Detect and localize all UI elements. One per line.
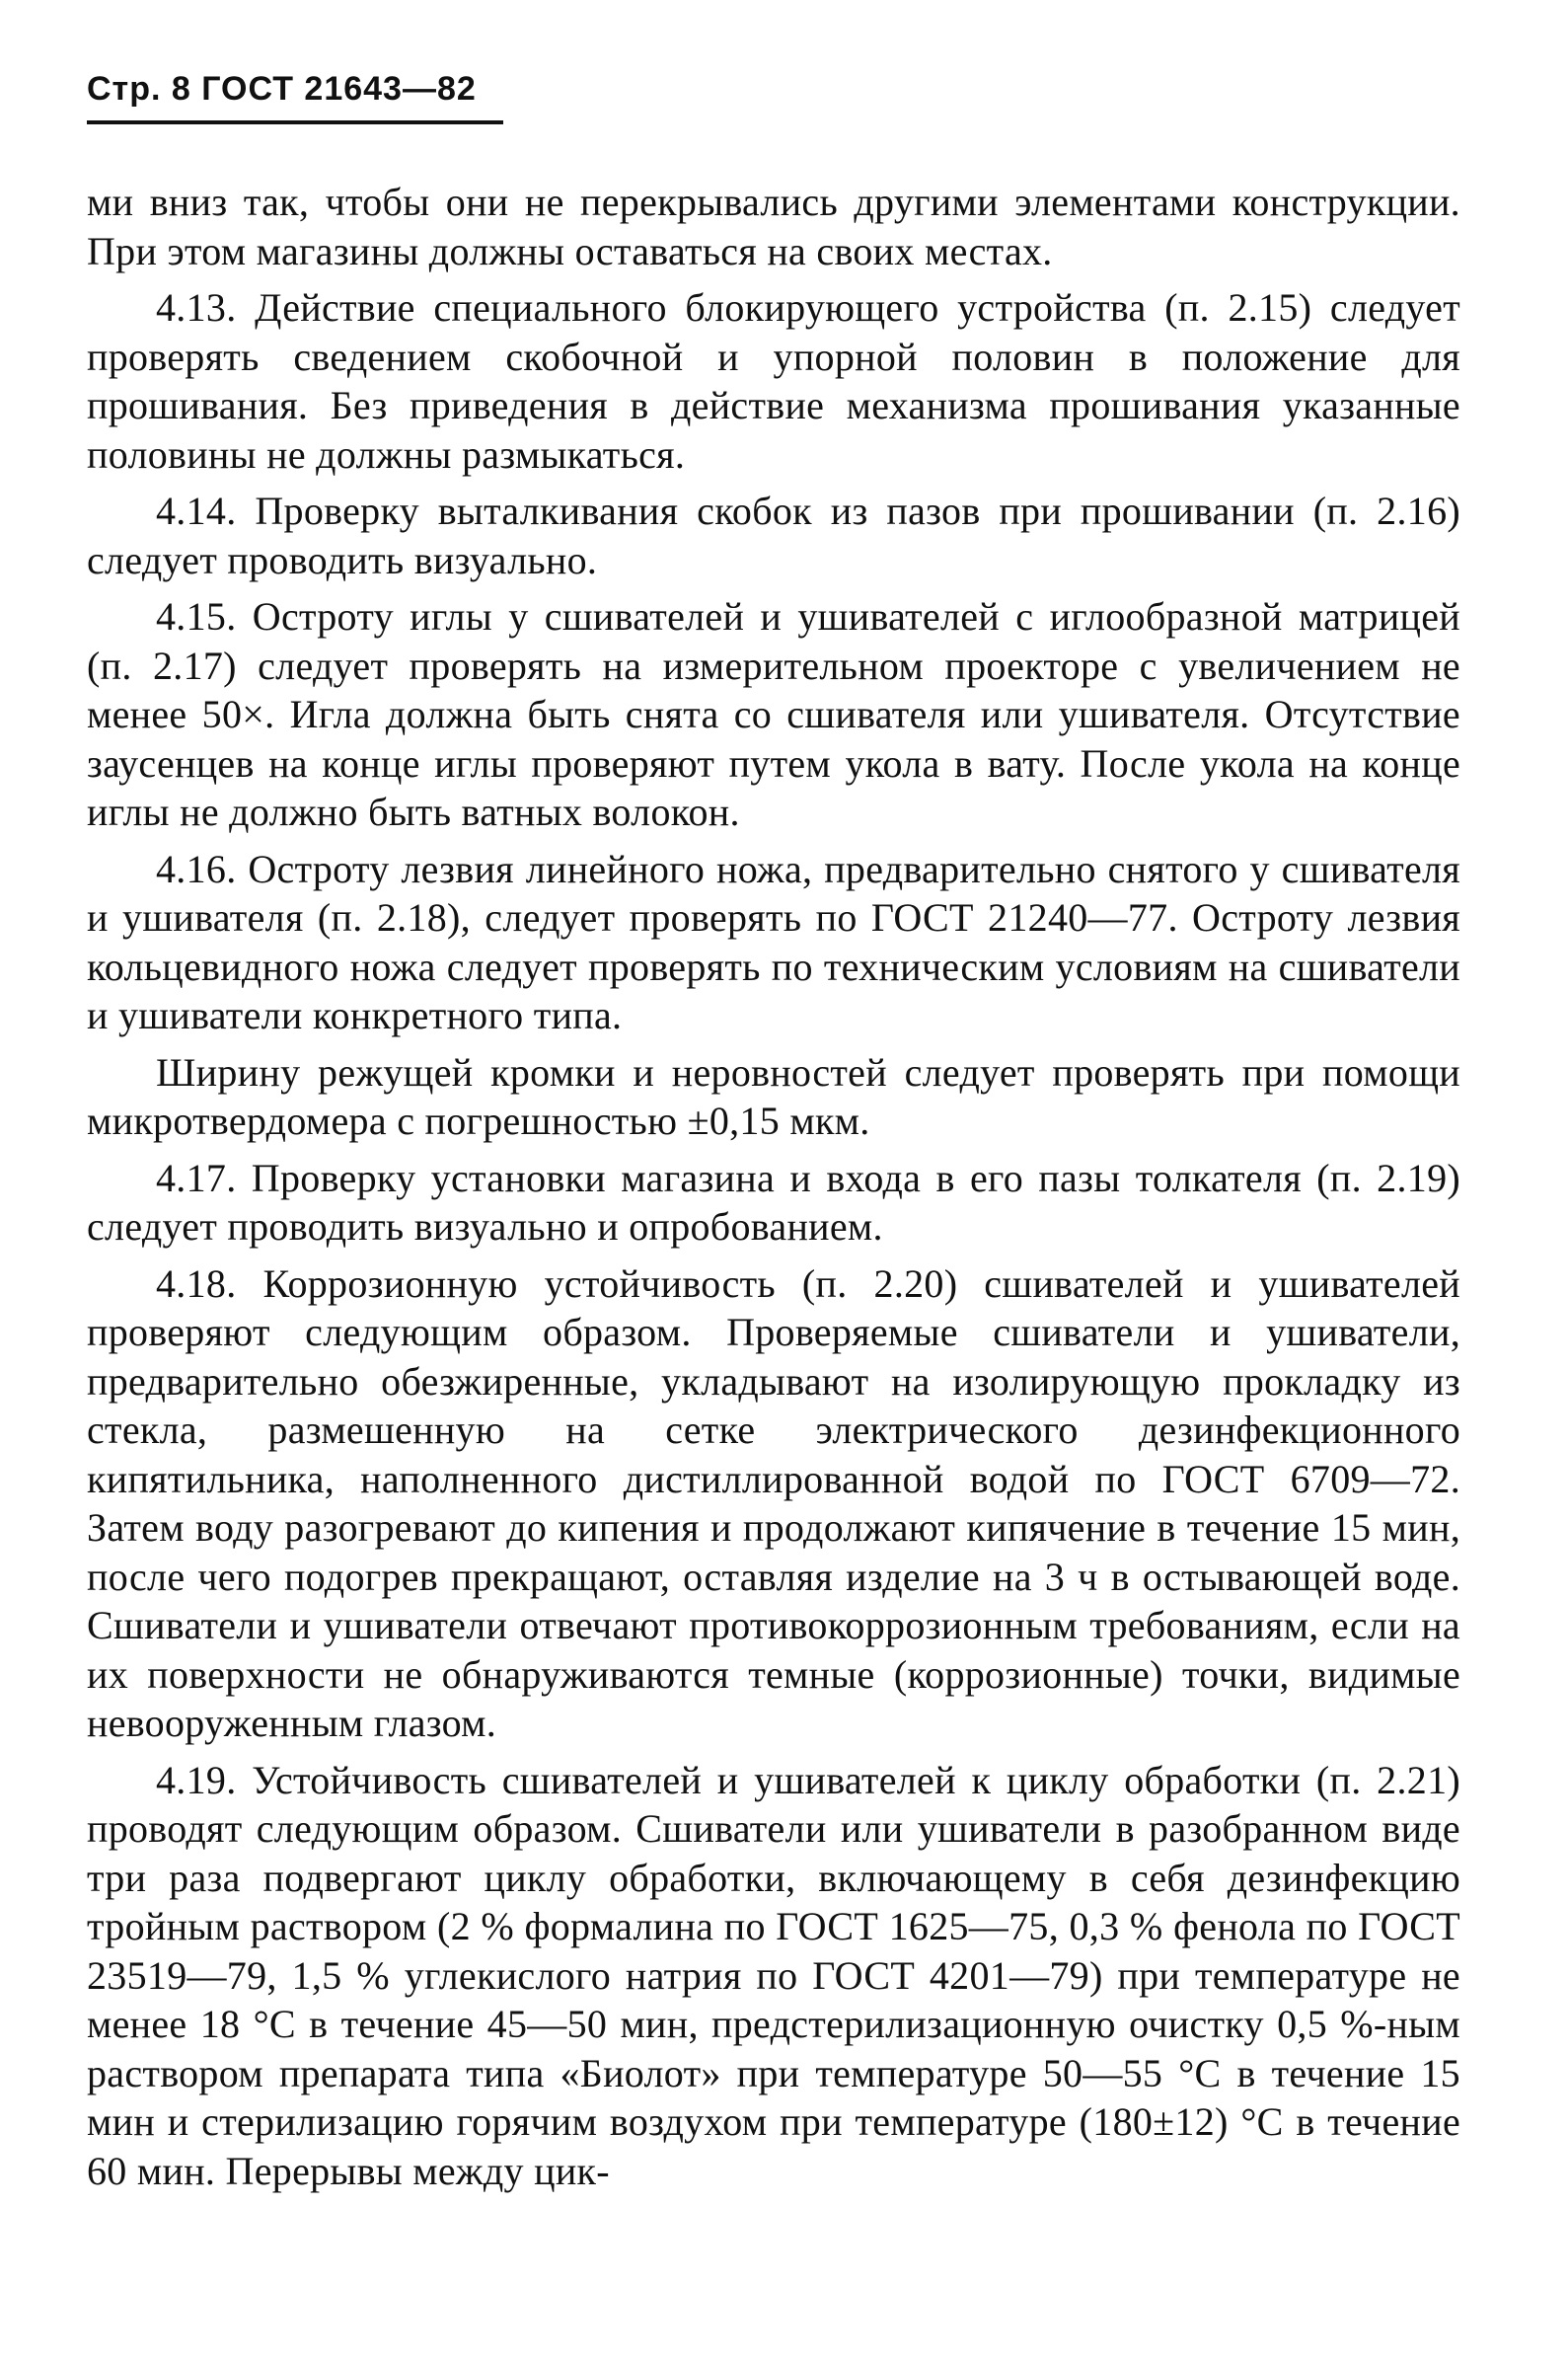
paragraph-4-16: 4.16. Остроту лезвия линейного ножа, предварительно снятого у сшивателя и ушивателя (п. 2.18), следует проверять по ГОСТ 21240—77. Остроту лезвия кольцевидного ножа следует проверять по техническим условиям на сшиватели и ушиватели конкретного типа. [87, 846, 1460, 1037]
paragraph-4-18: 4.18. Коррозионную устойчивость (п. 2.20) сшивателей и ушивателей проверяют следующим образом. Проверяемые сшиватели и ушиватели, предварительно обезжиренные, укладывают на изолирующую прокладку из стекла, размешенную на сетке электрического дезинфекционного кипятильника, наполненного дистиллированной водой по ГОСТ 6709—72. Затем воду разогревают до кипения и продолжают кипячение в течение 15 мин, после чего подогрев прекращают, оставляя изделие на 3 ч в остывающей воде. Сшиватели и ушиватели отвечают противокоррозионным требованиям, если на их поверхности не обнаруживаются темные (коррозионные) точки, видимые невооруженным глазом. [87, 1260, 1460, 1745]
paragraph-4-15: 4.15. Остроту иглы у сшивателей и ушивателей с иглообразной матрицей (п. 2.17) следует проверять на измерительном проекторе с увеличением не менее 50×. Игла должна быть снята со сшивателя или ушивателя. Отсутствие заусенцев на конце иглы проверяют путем укола в вату. После укола на конце иглы не должно быть ватных волокон. [87, 594, 1460, 834]
document-page [87, 69, 1460, 2203]
page-header: Стр. 8 ГОСТ 21643—82 [87, 69, 503, 124]
paragraph-4-16-width: Ширину режущей кромки и неровностей следует проверять при помощи микротвердомера с погрешностью ±0,15 мкм. [87, 1049, 1460, 1143]
document-body [87, 178, 1460, 2195]
paragraph-continuation: ми вниз так, чтобы они не перекрывались другими элементами конструкции. При этом магазины должны оставаться на своих местах. [87, 180, 1460, 273]
paragraph-4-13: 4.13. Действие специального блокирующего устройства (п. 2.15) следует проверять сведением скобочной и упорной половин в положение для прошивания. Без приведения в действие механизма прошивания указанные половины не должны размыкаться. [87, 285, 1460, 477]
paragraph-4-14: 4.14. Проверку выталкивания скобок из пазов при прошивании (п. 2.16) следует проводить визуально. [87, 489, 1460, 582]
paragraph-4-19: 4.19. Устойчивость сшивателей и ушивателей к циклу обработки (п. 2.21) проводят следующим образом. Сшиватели или ушиватели в разобранном виде три раза подвергают циклу обработки, включающему в себя дезинфекцию тройным раствором (2 % формалина по ГОСТ 1625—75, 0,3 % фенола по ГОСТ 23519—79, 1,5 % углекислого натрия по ГОСТ 4201—79) при температуре не менее 18 °С в течение 45—50 мин, предстерилизационную очистку 0,5 %-ным раствором препарата типа «Биолот» при температуре 50—55 °С в течение 15 мин и стерилизацию горячим воздухом при температуре (180±12) °С в течение 60 мин. Перерывы между цик- [87, 1757, 1460, 2193]
paragraph-4-17: 4.17. Проверку установки магазина и входа в его пазы толкателя (п. 2.19) следует проводить визуально и опробованием. [87, 1155, 1460, 1249]
